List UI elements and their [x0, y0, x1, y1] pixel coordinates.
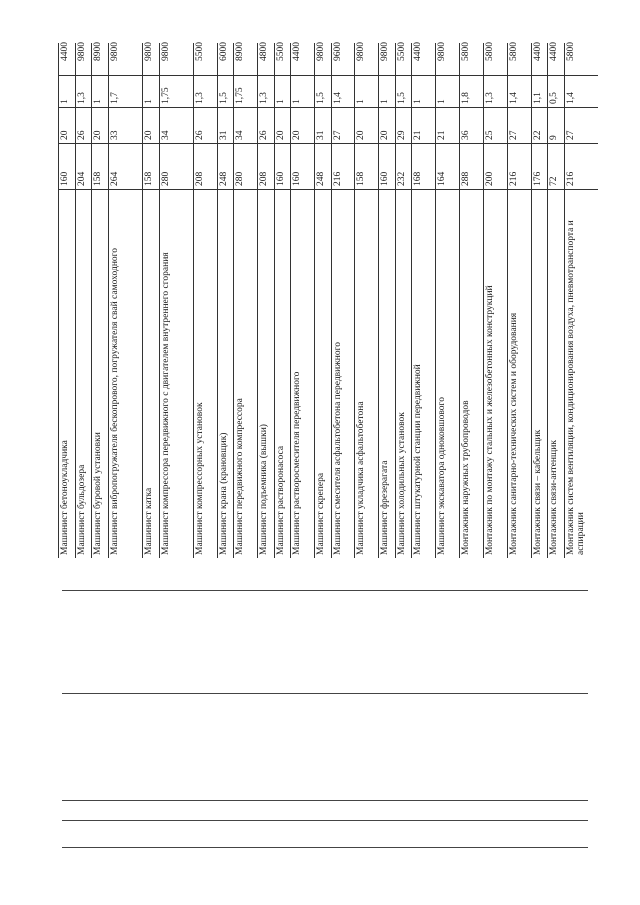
- row-hours: 280: [160, 171, 171, 186]
- row-coef: 1,5: [218, 92, 229, 104]
- row-coef: 1,5: [396, 92, 407, 104]
- row-coef: 1,3: [259, 92, 269, 104]
- table-row: [331, 43, 356, 558]
- row-coef: 1,4: [332, 92, 343, 104]
- row-rate: 8900: [93, 42, 104, 61]
- row-rate: 5800: [565, 42, 576, 61]
- blank-line-1: [62, 590, 588, 591]
- rates-table: [58, 43, 598, 558]
- row-name: Машинист растворонасоса: [275, 445, 286, 555]
- row-rate: 9800: [109, 42, 120, 61]
- row-name: Машинист передвижного компрессора: [235, 398, 246, 555]
- blank-line-5: [62, 847, 588, 848]
- table-row: [459, 43, 484, 558]
- row-coef: 1,1: [532, 92, 543, 104]
- table-row: [411, 43, 436, 558]
- rotated-table-area: [58, 42, 598, 558]
- column-divider: [58, 189, 598, 190]
- row-name: Машинист фрезерагата: [380, 460, 391, 555]
- table-row: [75, 43, 93, 558]
- table-row: [547, 43, 565, 558]
- row-days: 31: [218, 130, 229, 140]
- table-row: [58, 43, 76, 558]
- row-coef: 1: [292, 99, 303, 104]
- row-days: 26: [194, 130, 205, 140]
- row-name: Машинист холодильных установок: [396, 412, 407, 555]
- row-rate: 4400: [292, 42, 303, 61]
- row-name: Машинист экскаватора одноковшового: [437, 397, 448, 555]
- row-days: 26: [259, 130, 269, 140]
- row-rate: 4800: [259, 42, 269, 61]
- row-rate: 4400: [532, 42, 543, 61]
- row-days: 31: [316, 130, 326, 140]
- column-divider: [58, 143, 598, 144]
- row-rate: 5500: [194, 42, 205, 61]
- row-coef: 1: [437, 99, 448, 104]
- row-rate: 4400: [549, 42, 560, 61]
- table-row: [233, 43, 258, 558]
- row-rate: 5800: [461, 42, 472, 61]
- row-hours: 160: [380, 171, 391, 186]
- row-rate: 8900: [235, 42, 246, 61]
- blank-line-3: [62, 800, 588, 801]
- table-row: [378, 43, 396, 558]
- row-hours: 216: [508, 171, 519, 186]
- row-days: 27: [565, 130, 576, 140]
- row-coef: 1: [143, 99, 154, 104]
- row-coef: 1: [380, 99, 391, 104]
- row-hours: 168: [413, 171, 424, 186]
- row-name: Монтажник связи-антенщик: [549, 440, 560, 555]
- row-days: 20: [356, 130, 367, 140]
- row-coef: 1,5: [316, 92, 326, 104]
- row-hours: 280: [235, 171, 246, 186]
- row-hours: 160: [60, 171, 70, 186]
- row-name: Монтажник связи – кабельщик: [532, 429, 543, 555]
- row-rate: 9800: [437, 42, 448, 61]
- row-days: 20: [93, 130, 104, 140]
- row-name: Машинист компрессорных установок: [194, 402, 205, 555]
- column-divider: [58, 75, 598, 76]
- row-name: Машинист штукатурной станции передвижной: [413, 364, 424, 555]
- column-divider: [58, 107, 598, 108]
- table-row: [314, 43, 332, 558]
- row-coef: 1: [60, 99, 70, 104]
- row-name: Машинист крана (крановщик): [218, 432, 229, 555]
- table-row: [507, 43, 532, 558]
- table-row: [257, 43, 275, 558]
- row-rate: 9600: [332, 42, 343, 61]
- row-coef: 1,4: [508, 92, 519, 104]
- row-days: 20: [275, 130, 286, 140]
- row-hours: 264: [109, 171, 120, 186]
- blank-line-2: [62, 693, 588, 694]
- row-coef: 0,5: [549, 92, 560, 104]
- row-rate: 9800: [143, 42, 154, 61]
- table-row: [274, 43, 292, 558]
- table-row: [290, 43, 315, 558]
- row-days: 36: [461, 130, 472, 140]
- table-row: [193, 43, 218, 558]
- row-coef: 1: [356, 99, 367, 104]
- row-rate: 6000: [218, 42, 229, 61]
- row-coef: 1,8: [461, 92, 472, 104]
- row-name: Монтажник по монтажу стальных и железобетонных конструкций: [484, 285, 495, 555]
- row-coef: 1: [93, 99, 104, 104]
- row-rate: 5500: [275, 42, 286, 61]
- row-hours: 158: [143, 171, 154, 186]
- row-hours: 176: [532, 171, 543, 186]
- row-hours: 208: [194, 171, 205, 186]
- row-coef: 1: [275, 99, 286, 104]
- table-row: [395, 43, 413, 558]
- table-row: [531, 43, 549, 558]
- row-coef: 1,75: [160, 87, 171, 104]
- table-row: [217, 43, 235, 558]
- row-days: 20: [380, 130, 391, 140]
- row-hours: 216: [565, 171, 576, 186]
- row-name: Машинист вибропогружателя бескопрового, погружателя свай самоходного: [109, 247, 120, 555]
- row-coef: 1,4: [565, 92, 576, 104]
- row-hours: 204: [76, 171, 87, 186]
- row-coef: 1,3: [76, 92, 87, 104]
- row-hours: 164: [437, 171, 448, 186]
- row-rate: 9800: [76, 42, 87, 61]
- row-name: Машинист скрепера: [316, 472, 326, 555]
- table-row: [159, 43, 194, 558]
- table-row: [91, 43, 109, 558]
- row-days: 20: [292, 130, 303, 140]
- row-days: 33: [109, 130, 120, 140]
- row-name: Машинист компрессора передвижного с двигателем внутреннего сгорания: [160, 252, 171, 555]
- row-name: Машинист смесителя асфальтобетона передвижного: [332, 341, 343, 555]
- row-name: Машинист буровой установки: [93, 432, 104, 555]
- row-days: 29: [396, 130, 407, 140]
- row-hours: 288: [461, 171, 472, 186]
- row-hours: 158: [93, 171, 104, 186]
- row-rate: 9800: [160, 42, 171, 61]
- row-name: Монтажник наружных трубопроводов: [461, 400, 472, 555]
- row-name: Монтажник систем вентиляции, кондиционирования воздуха, пневмотранспорта и аспирации: [565, 220, 586, 555]
- row-rate: 9800: [316, 42, 326, 61]
- row-rate: 5800: [508, 42, 519, 61]
- row-days: 20: [60, 130, 70, 140]
- row-hours: 232: [396, 171, 407, 186]
- row-hours: 160: [292, 171, 303, 186]
- row-name: Монтажник санитарно-технических систем и оборудования: [508, 312, 519, 555]
- row-days: 22: [532, 130, 543, 140]
- row-days: 34: [235, 130, 246, 140]
- row-name: Машинист бетоноукладчика: [60, 440, 70, 555]
- row-rate: 9800: [356, 42, 367, 61]
- row-coef: 1,75: [235, 87, 246, 104]
- table-row: [108, 43, 143, 558]
- row-days: 26: [76, 130, 87, 140]
- row-days: 27: [508, 130, 519, 140]
- table-row: [354, 43, 379, 558]
- row-hours: 72: [549, 176, 560, 186]
- row-name: Машинист растворосмесителя передвижного: [292, 371, 303, 555]
- row-name: Машинист бульдозера: [76, 464, 87, 555]
- row-coef: 1,7: [109, 92, 120, 104]
- row-coef: 1,3: [484, 92, 495, 104]
- row-rate: 5500: [396, 42, 407, 61]
- row-rate: 4400: [413, 42, 424, 61]
- row-hours: 160: [275, 171, 286, 186]
- row-name: Машинист катка: [143, 487, 154, 555]
- row-hours: 158: [356, 171, 367, 186]
- table-row: [435, 43, 460, 558]
- row-days: 21: [437, 130, 448, 140]
- row-hours: 208: [259, 171, 269, 186]
- row-coef: 1,3: [194, 92, 205, 104]
- table-row: [483, 43, 508, 558]
- table-row: [142, 43, 160, 558]
- row-name: Машинист укладчика асфальтобетона: [356, 401, 367, 555]
- row-days: 27: [332, 130, 343, 140]
- row-hours: 216: [332, 171, 343, 186]
- table-row: [564, 43, 599, 558]
- row-rate: 5800: [484, 42, 495, 61]
- blank-line-4: [62, 820, 588, 821]
- row-hours: 200: [484, 171, 495, 186]
- row-days: 21: [413, 130, 424, 140]
- row-hours: 248: [316, 171, 326, 186]
- row-days: 20: [143, 130, 154, 140]
- row-hours: 248: [218, 171, 229, 186]
- row-days: 34: [160, 130, 171, 140]
- row-rate: 4400: [60, 42, 70, 61]
- row-coef: 1: [413, 99, 424, 104]
- row-days: 9: [549, 135, 560, 140]
- row-days: 25: [484, 130, 495, 140]
- row-name: Машинист подъемника (вышки): [259, 424, 269, 555]
- row-rate: 9800: [380, 42, 391, 61]
